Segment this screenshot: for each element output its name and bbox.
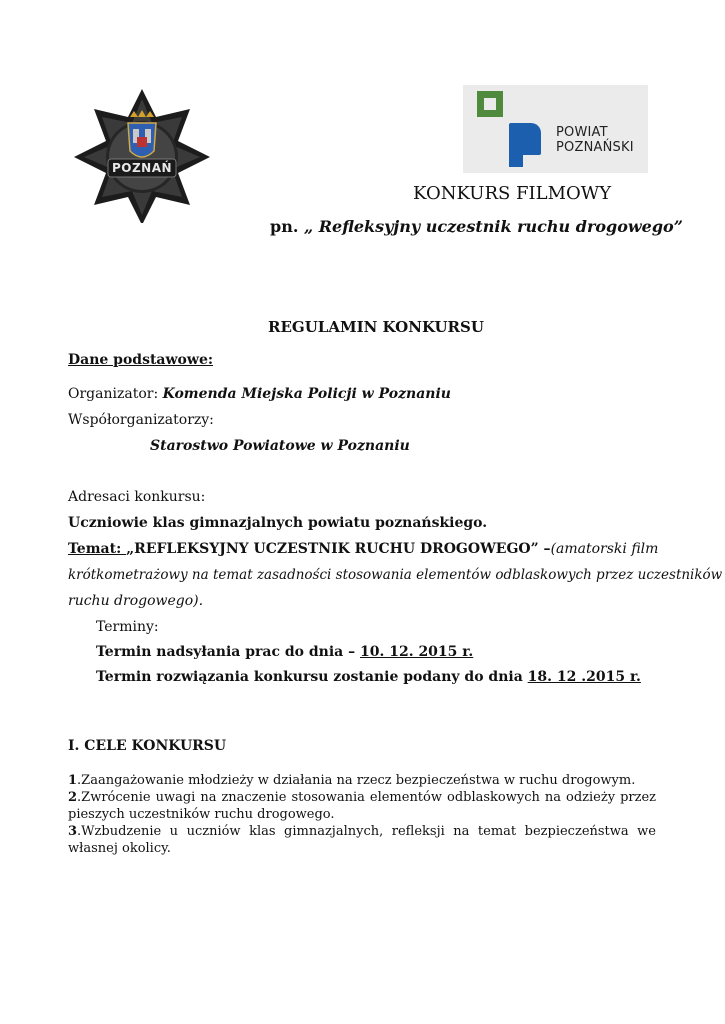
organizer-line: Organizator: Komenda Miejska Policji w Poznaniu [68,386,451,402]
goal-item: 1.Zaangażowanie młodzieży w działania na rzecz bezpieczeństwa w ruchu drogowym. [68,773,636,788]
deadline-line: Termin nadsyłania prac do dnia – 10. 12. 2015 r. [96,644,474,660]
basic-data-heading: Dane podstawowe: [68,352,214,368]
coorganizers-label: Współorganizatorzy: [68,412,214,428]
goal-item: 3.Wzbudzenie u uczniów klas gimnazjalnych, refleksji na temat bezpieczeństwa we własnej okolicy. [68,824,656,856]
terms-label: Terminy: [96,619,159,635]
result-line: Termin rozwiązania konkursu zostanie podany do dnia 18. 12 .2015 r. [96,669,641,685]
coorganizer-value: Starostwo Powiatowe w Poznaniu [150,438,410,454]
goal-item: 2.Zwrócenie uwagi na znaczenie stosowania elementów odblaskowych na odzieży przez pieszych uczestników ruchu drogowego. [68,790,656,822]
police-poznan-logo [68,85,216,223]
theme-line: Temat: „REFLEKSYJNY UCZESTNIK RUCHU DROGOWEGO” –(amatorski film [68,541,659,557]
police-star-icon [68,85,216,223]
powiat-logo-text: POWIAT POZNAŃSKI [556,125,634,155]
police-badge-text: POZNAŃ [111,161,173,175]
theme-description-line2: krótkometrażowy na temat zasadności stosowania elementów odblaskowych przez uczestników [68,567,723,583]
goals-heading: I. CELE KONKURSU [68,738,227,754]
theme-description-line3: ruchu drogowego). [68,593,204,609]
page-title: KONKURS FILMOWY [413,183,612,204]
addressees-label: Adresaci konkursu: [68,489,206,505]
logo-blue-shape [509,123,541,155]
page-subtitle: pn. „ Refleksyjny uczestnik ruchu drogowego” [270,217,683,236]
addressees-value: Uczniowie klas gimnazjalnych powiatu poznańskiego. [68,515,488,531]
powiat-poznanski-logo [463,85,648,173]
goals-list [68,772,656,857]
regulamin-heading: REGULAMIN KONKURSU [268,318,484,336]
